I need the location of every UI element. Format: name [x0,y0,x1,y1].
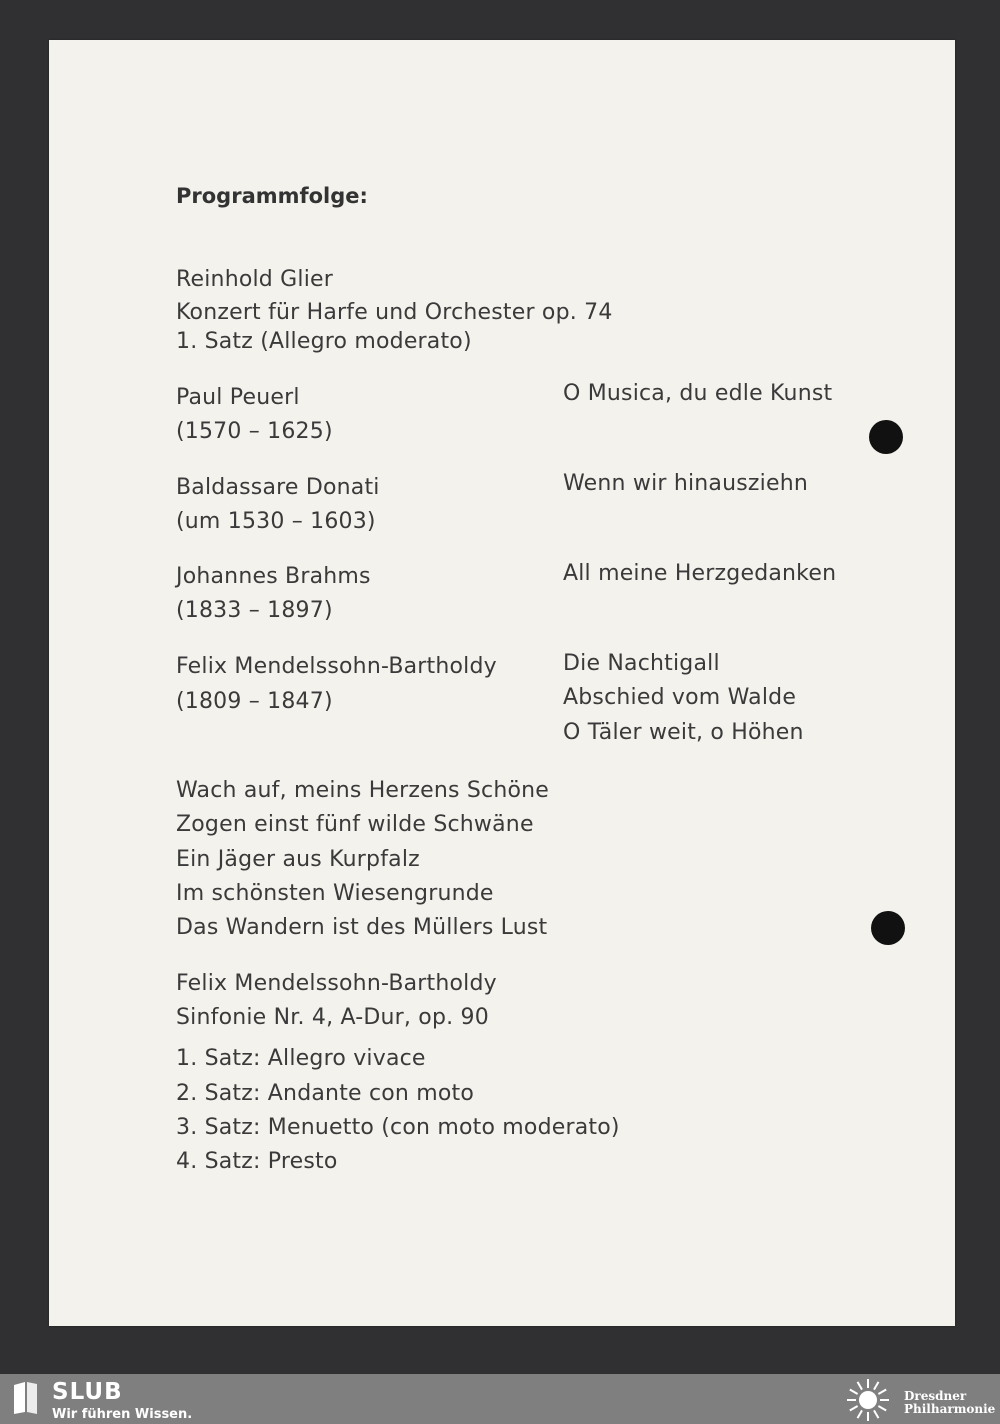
symphony-movement: 3. Satz: Menuetto (con moto moderato) [176,1115,620,1140]
song-dates: (1809 – 1847) [176,689,333,714]
slub-tagline: Wir führen Wissen. [52,1407,193,1422]
punch-hole-bottom [871,911,905,945]
folk-song: Im schönsten Wiesengrunde [176,881,494,906]
song-title: O Täler weit, o Höhen [563,720,804,745]
program-heading: Programmfolge: [176,184,368,208]
partner-name-line2: Philharmonie [904,1402,996,1416]
folk-song: Zogen einst fünf wilde Schwäne [176,812,534,837]
partner-name[interactable] [904,1390,995,1416]
song-composer: Paul Peuerl [176,385,300,410]
symphony-movement: 1. Satz: Allegro vivace [176,1046,426,1071]
song-title: Die Nachtigall [563,651,720,676]
symphony-work: Sinfonie Nr. 4, A-Dur, op. 90 [176,1005,489,1030]
folk-song: Das Wandern ist des Müllers Lust [176,915,548,940]
folk-song: Wach auf, meins Herzens Schöne [176,778,550,803]
symphony-movement: 2. Satz: Andante con moto [176,1081,475,1106]
punch-hole-top [869,420,903,454]
dresdner-philharmonie-sun-icon[interactable] [843,1377,893,1423]
slub-book-icon[interactable] [11,1381,39,1415]
song-composer: Felix Mendelssohn-Bartholdy [176,654,497,679]
symphony-composer: Felix Mendelssohn-Bartholdy [176,971,497,996]
song-dates: (1833 – 1897) [176,598,333,623]
song-dates: (1570 – 1625) [176,419,333,444]
slub-name[interactable]: SLUB [52,1379,123,1405]
song-title: All meine Herzgedanken [563,561,837,586]
glier-movement: 1. Satz (Allegro moderato) [176,329,472,354]
song-title: Abschied vom Walde [563,685,797,710]
song-composer: Johannes Brahms [176,564,371,589]
song-dates: (um 1530 – 1603) [176,509,376,534]
glier-composer: Reinhold Glier [176,267,334,292]
song-title: O Musica, du edle Kunst [563,381,833,406]
song-title: Wenn wir hinausziehn [563,471,808,496]
footer-bar [0,1374,1000,1424]
partner-name-line1: Dresdner [904,1389,967,1403]
symphony-movement: 4. Satz: Presto [176,1149,338,1174]
folk-song: Ein Jäger aus Kurpfalz [176,847,420,872]
song-composer: Baldassare Donati [176,475,380,500]
glier-work: Konzert für Harfe und Orchester op. 74 [176,300,613,325]
